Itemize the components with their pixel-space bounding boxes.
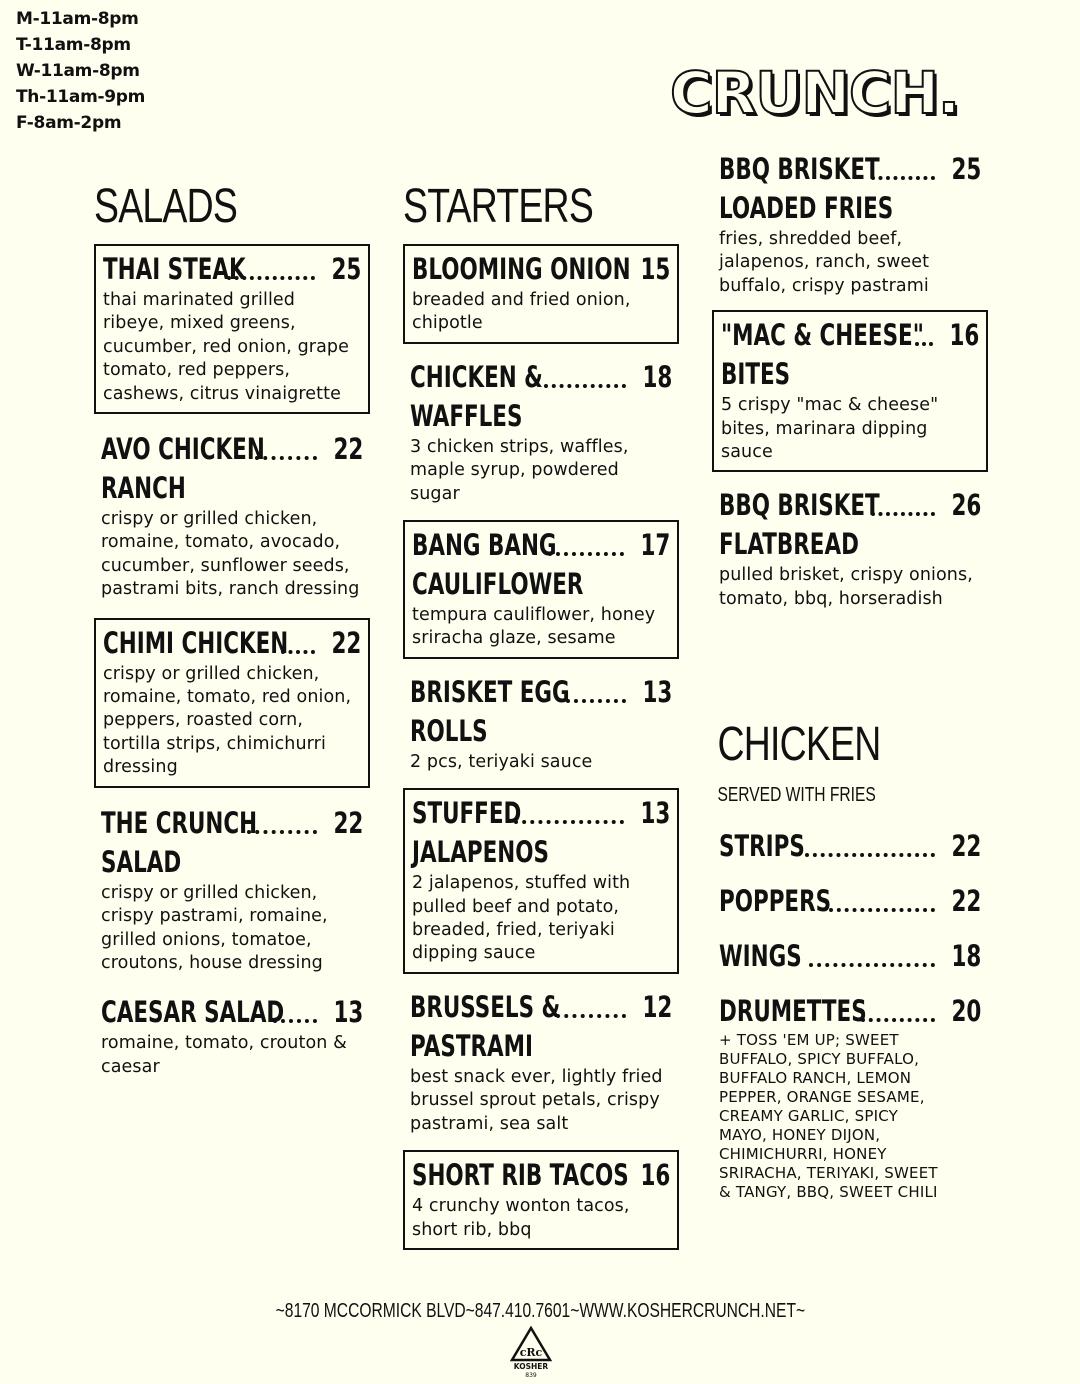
hours-tuesday: T-11am-8pm: [16, 35, 131, 55]
menu-item-bang-bang-cauliflower: [403, 520, 679, 659]
item-price: 22: [333, 805, 363, 840]
item-price: 18: [642, 359, 672, 394]
item-name: SHORT RIB TACOS: [412, 1158, 629, 1193]
item-price: 18: [951, 939, 981, 973]
item-description: 2 pcs, teriyaki sauce: [410, 751, 593, 772]
item-name: THE CRUNCH: [101, 805, 258, 840]
kosher-mark: cRc: [519, 1346, 543, 1359]
hours-wednesday: W-11am-8pm: [16, 61, 140, 81]
item-name: BLOOMING ONION: [412, 252, 631, 286]
item-price: 26: [951, 488, 981, 523]
leader-dots: [809, 963, 935, 967]
menu-item-the-crunch-salad: [94, 800, 370, 982]
item-name: BRUSSELS &: [410, 989, 561, 1024]
hours-friday: F-8am-2pm: [16, 113, 122, 133]
menu-item-caesar-salad: [94, 989, 370, 1085]
item-name-line2: RANCH: [101, 471, 186, 506]
item-price: 12: [642, 989, 672, 1024]
item-price: 13: [640, 796, 670, 831]
item-price: 16: [949, 318, 979, 353]
salads-section: [94, 180, 370, 1085]
starters-section: [403, 180, 679, 1250]
item-description: tempura cauliflower, honey sriracha glaze, sesame: [412, 605, 656, 649]
item-name: DRUMETTES: [719, 994, 867, 1028]
hours-thursday: Th-11am-9pm: [16, 87, 146, 107]
sauce-options: + TOSS 'EM UP; SWEET BUFFALO, SPICY BUFFALO, BUFFALO RANCH, LEMON PEPPER, ORANGE SESAME, CREAMY GARLIC, SPICY MAYO, HONEY DIJON, CHIMICHURRI, HONEY SRIRACHA, TERIYAKI, SWEET & TANGY, BBQ, SWEET CHILI: [719, 1031, 938, 1201]
item-name: CHICKEN &: [410, 359, 543, 394]
item-name: WINGS: [719, 939, 802, 973]
leader-dots: [247, 830, 317, 834]
menu-item-stuffed-jalapenos: [403, 788, 679, 974]
item-name: STUFFED: [412, 796, 522, 831]
item-description: romaine, tomato, crouton & caesar: [101, 1033, 347, 1077]
item-name-line2: PASTRAMI: [410, 1028, 533, 1063]
item-description: 5 crispy "mac & cheese" bites, marinara dipping sauce: [721, 395, 939, 463]
item-price: 22: [951, 829, 981, 863]
item-description: breaded and fried onion, chipotle: [412, 290, 631, 334]
leader-dots: [566, 699, 626, 703]
leader-dots: [514, 820, 624, 824]
kosher-label: KOSHER: [513, 1362, 549, 1371]
item-name-line2: ROLLS: [410, 713, 488, 748]
item-price: 20: [951, 994, 981, 1028]
item-description: fries, shredded beef, jalapenos, ranch, sweet buffalo, crispy pastrami: [719, 229, 930, 296]
menu-item-chicken-waffles: [403, 354, 679, 512]
menu-item-brussels-pastrami: [403, 984, 679, 1142]
item-name: BBQ BRISKET: [719, 488, 880, 523]
specialties-section: [712, 146, 988, 617]
leader-dots: [805, 853, 935, 857]
item-description: 4 crunchy wonton tacos, short rib, bbq: [412, 1196, 630, 1240]
brand-logo: [668, 60, 988, 130]
item-description: 3 chicken strips, waffles, maple syrup, powdered sugar: [410, 436, 629, 504]
kosher-number: 839: [525, 1372, 537, 1378]
menu-item-short-rib-tacos: [403, 1150, 679, 1250]
item-price: 25: [331, 252, 361, 286]
item-name: "MAC & CHEESE": [721, 318, 924, 353]
item-price: 17: [640, 528, 670, 563]
leader-dots: [871, 512, 935, 516]
menu-item-bbq-brisket-flatbread: [712, 482, 988, 617]
item-price: 15: [640, 252, 670, 286]
menu-item-wings: [712, 933, 988, 982]
item-name-line2: BITES: [721, 357, 791, 392]
item-price: 16: [640, 1158, 670, 1193]
item-price: 22: [951, 884, 981, 918]
item-description: crispy or grilled chicken, romaine, tomato, avocado, cucumber, sunflower seeds, pastrami bits, ranch dressing: [101, 509, 360, 600]
hours-monday: M-11am-8pm: [16, 9, 139, 29]
menu-item-bbq-brisket-loaded-fries: [712, 146, 988, 304]
chicken-subtitle: SERVED WITH FRIES: [717, 784, 876, 806]
leader-dots: [871, 176, 935, 180]
kosher-certification-icon: [510, 1326, 552, 1378]
item-description: crispy or grilled chicken, romaine, tomato, red onion, peppers, roasted corn, tortilla strips, chimichurri dressing: [103, 663, 352, 778]
brand-name: CRUNCH.: [670, 59, 960, 127]
item-name-line2: FLATBREAD: [719, 527, 859, 562]
item-name: CAESAR SALAD: [101, 995, 285, 1030]
menu-item-thai-steak: [94, 244, 370, 414]
footer-text: ~8170 MCCORMICK BLVD~847.410.7601~WWW.KOSHERCRUNCH.NET~: [275, 1300, 805, 1322]
item-name: CHIMI CHICKEN: [103, 625, 289, 660]
section-title-starters: STARTERS: [403, 180, 594, 233]
section-title-chicken: CHICKEN: [717, 718, 881, 771]
item-description: crispy or grilled chicken, crispy pastrami, romaine, grilled onions, tomatoe, croutons, house dressing: [101, 882, 328, 973]
footer-contact: [0, 1300, 1080, 1323]
leader-dots: [861, 1018, 935, 1022]
item-price: 13: [333, 995, 363, 1030]
menu-item-chimi-chicken: [94, 618, 370, 788]
item-name: AVO CHICKEN: [101, 432, 265, 467]
item-name-line2: JALAPENOS: [412, 835, 549, 870]
leader-dots: [544, 384, 626, 388]
menu-item-drumettes: [712, 988, 988, 1208]
leader-dots: [829, 908, 935, 912]
menu-item-avo-chicken-ranch: [94, 426, 370, 608]
item-description: thai marinated grilled ribeye, mixed greens, cucumber, red onion, grape tomato, red peppers, cashews, citrus vinaigrette: [103, 290, 350, 404]
menu-item-strips: [712, 823, 988, 872]
menu-item-blooming-onion: [403, 244, 679, 344]
chicken-section: [712, 718, 988, 1208]
item-name-line2: CAULIFLOWER: [412, 567, 584, 602]
menu-item-brisket-egg-rolls: [403, 669, 679, 780]
item-name-line2: SALAD: [101, 844, 182, 879]
item-description: 2 jalapenos, stuffed with pulled beef and potato, breaded, fried, teriyaki dipping sauce: [412, 873, 631, 964]
item-price: 22: [333, 432, 363, 467]
menu-item-mac-cheese-bites: [712, 310, 988, 472]
item-name: THAI STEAK: [103, 252, 246, 286]
menu-item-poppers: [712, 878, 988, 927]
item-description: best snack ever, lightly fried brussel sprout petals, crispy pastrami, sea salt: [410, 1066, 663, 1134]
item-name: BBQ BRISKET: [719, 152, 880, 186]
item-name: BANG BANG: [412, 528, 557, 563]
hours-list: [16, 6, 145, 136]
item-price: 13: [642, 674, 672, 709]
item-name-line2: LOADED FRIES: [719, 191, 894, 225]
item-name: POPPERS: [719, 884, 832, 918]
item-name-line2: WAFFLES: [410, 398, 523, 433]
section-title-salads: SALADS: [94, 180, 238, 233]
item-price: 22: [331, 625, 361, 660]
item-description: pulled brisket, crispy onions, tomato, bbq, horseradish: [719, 565, 973, 609]
item-name: STRIPS: [719, 829, 805, 863]
item-name: BRISKET EGG: [410, 674, 570, 709]
item-price: 25: [951, 152, 981, 186]
leader-dots: [548, 552, 624, 556]
leader-dots: [556, 1014, 626, 1018]
